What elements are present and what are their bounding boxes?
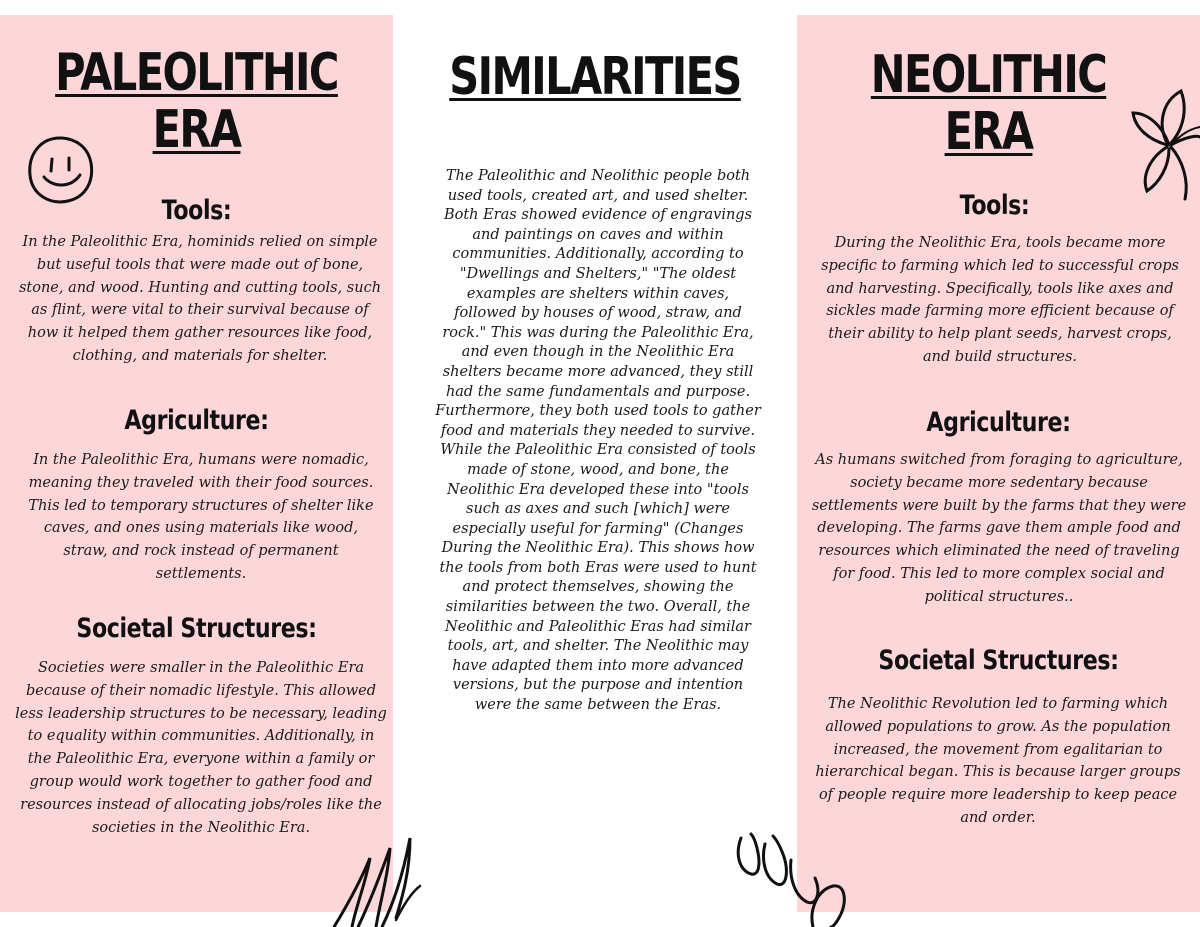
neolithic-agriculture-heading: Agriculture:: [926, 407, 1071, 438]
squiggle-doodle-icon: [733, 830, 848, 927]
paleolithic-panel: [0, 15, 393, 912]
paleolithic-societal-text: Societies were smaller in the Paleolithic Era because of their nomadic lifestyle. This allowed less leadership structures to be necessary, leading to equality within communities. Additionally, in the Paleolithic Era, everyone within a family or group would work together to gather food and resources instead of allocating jobs/roles like the societies in the Neolithic Era.: [15, 660, 387, 836]
neolithic-title-line2: ERA: [944, 102, 1033, 162]
scribble-doodle-icon: [330, 832, 422, 927]
paleolithic-agriculture-heading: Agriculture:: [124, 405, 269, 436]
paleolithic-title-line1: PALEOLITHIC: [55, 43, 338, 103]
neolithic-agriculture-text: As humans switched from foraging to agriculture, society became more sedentary because settlements were built by the farms that they were developing. The farms gave them ample food and resources which eliminated the need of traveling for food. This led to more complex social and political structures..: [811, 452, 1187, 605]
similarities-body: The Paleolithic and Neolithic people both used tools, created art, and used shelter. Both Eras showed evidence of engravings and paintings on caves and within communities. Additionally, according to "Dwellings and Shelters," "The oldest examples are shelters within caves, followed by houses of wood, straw, and rock." This was during the Paleolithic Era, and even though in the Neolithic Era shelters became more advanced, they still had the same fundamentals and purpose. Furthermore, they both used tools to gather food and materials they needed to survive. While the Paleolithic Era consisted of tools made of stone, wood, and bone, the Neolithic Era developed these into "tools such as axes and such [which] were especially useful for farming" (Changes During the Neolithic Era). This shows how the tools from both Eras were used to hunt and protect themselves, showing the similarities between the two. Overall, the Neolithic and Paleolithic Eras had similar tools, art, and shelter. The Neolithic may have adapted them into more advanced versions, but the purpose and intention were the same between the Eras.: [435, 168, 761, 714]
paleolithic-tools-heading: Tools:: [161, 195, 232, 226]
flower-doodle-icon: [1127, 83, 1200, 207]
neolithic-title-line1: NEOLITHIC: [870, 45, 1107, 105]
paleolithic-title-line2: ERA: [152, 100, 241, 160]
similarities-panel: [393, 15, 797, 912]
paleolithic-societal-heading: Societal Structures:: [76, 613, 317, 644]
neolithic-tools-text: During the Neolithic Era, tools became more specific to farming which led to successful crops and harvesting. Specifically, tools like axes and sickles made farming more efficient because of their ability to help plant seeds, harvest crops, and build structures.: [821, 235, 1179, 365]
neolithic-societal-heading: Societal Structures:: [878, 645, 1119, 676]
paleolithic-tools-text: In the Paleolithic Era, hominids relied on simple but useful tools that were made out of bone, stone, and wood. Hunting and cutting tools, such as flint, were vital to their survival because of how it helped them gather resources like food, clothing, and materials for shelter.: [18, 234, 382, 364]
similarities-title-text: SIMILARITIES: [449, 47, 741, 107]
neolithic-tools-heading: Tools:: [959, 190, 1030, 221]
similarities-title: [433, 49, 756, 106]
paleolithic-agriculture-text: In the Paleolithic Era, humans were nomadic, meaning they traveled with their food sources. This led to temporary structures of shelter like caves, and ones using materials like wood, straw, and rock instead of permanent settlements.: [28, 452, 374, 582]
neolithic-title: [827, 47, 1149, 161]
neolithic-societal-text: The Neolithic Revolution led to farming which allowed populations to grow. As the population increased, the movement from egalitarian to hierarchical began. This is because larger groups of people require more leadership to keep peace and order.: [815, 696, 1181, 826]
neolithic-panel: [797, 15, 1200, 912]
